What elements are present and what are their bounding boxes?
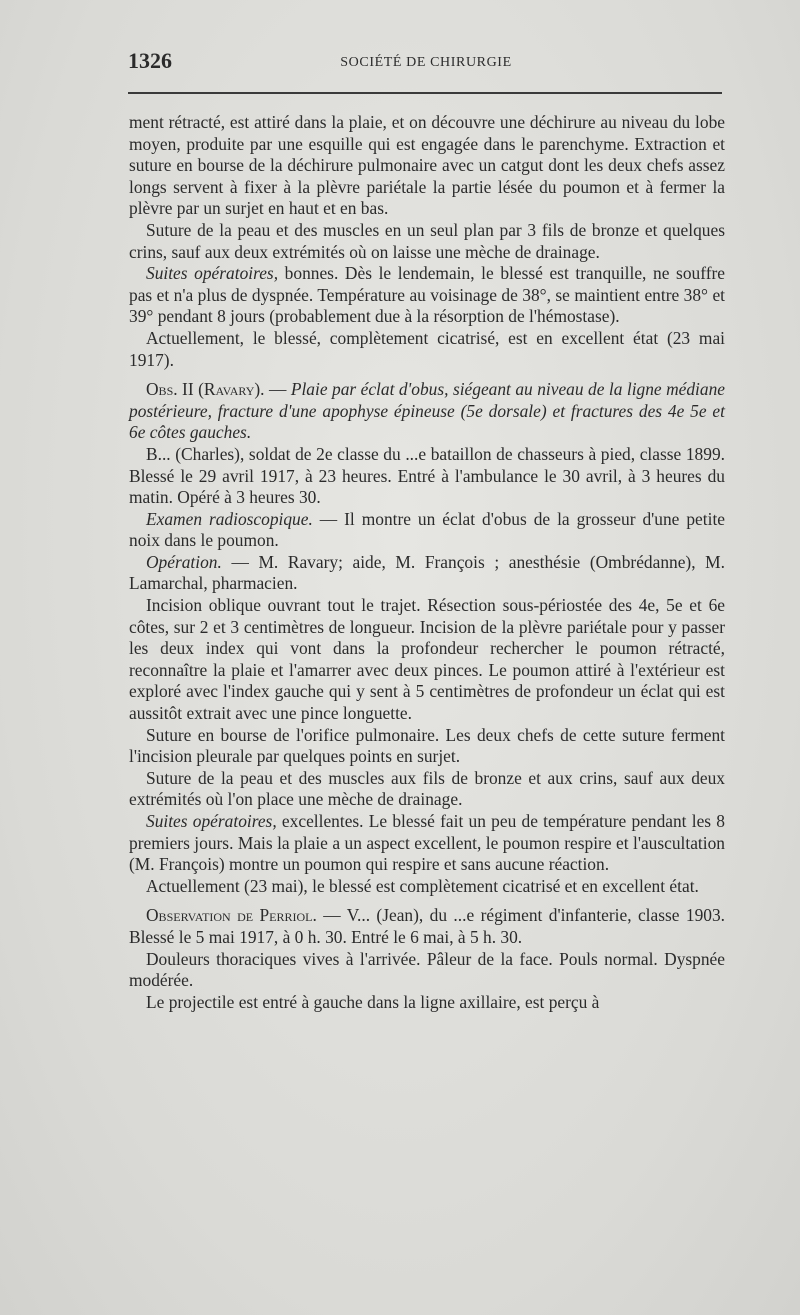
page-header [128,48,724,82]
paragraph: B... (Charles), soldat de 2e classe du ...e bataillon de chasseurs à pied, classe 1899. Blessé le 29 avril 1917, à 23 heures. Entré à l'ambulance le 30 avril, à 3 heures du matin. Opéré à 3 heures 30. [129,443,725,508]
paragraph: Le projectile est entré à gauche dans la ligne axillaire, est perçu à [146,991,600,1012]
paragraph: Suture de la peau et des muscles en un seul plan par 3 fils de bronze et quelques crins, sauf aux deux extrémités où on laisse une mèche de drainage. [129,219,725,262]
observation-title: Plaie par éclat d'obus, siégeant au niveau de la ligne médiane postérieure, fracture d'une apophyse épineuse (5e dorsale) et fractures des 4e 5e et 6e côtes gauches. [129,379,726,443]
paragraph: Actuellement (23 mai), le blessé est complètement cicatrisé et en excellent état. [146,875,699,896]
section-label: Opération. [146,551,222,572]
paragraph: ment rétracté, est attiré dans la plaie, et on découvre une déchirure au niveau du lobe moyen, produite par une esquille qui est engagée dans le parenchyme. Extraction et suture en bourse de la déchirure pulmonaire avec un catgut dont les deux chefs assez longs servent à fixer à la plèvre pariétale la partie lésée du poumon et à fermer la plèvre par un surjet en haut et en bas. [129,112,725,219]
paragraph-text: — V... (Jean), du ...e régiment d'infanterie, classe 1903. Blessé le 5 mai 1917, à 0 h. 30. Entré le 6 mai, à 5 h. 30. [129,905,725,947]
body-text [129,112,725,1013]
section-label: Suites opératoires, [146,263,279,284]
paragraph: Suture de la peau et des muscles aux fils de bronze et aux crins, sauf aux deux extrémités où l'on place une mèche de drainage. [129,767,725,810]
paragraph-text: bonnes. Dès le lendemain, le blessé est tranquille, ne souffre pas et n'a plus de dyspnée. Température au voisinage de 38°, se maintient entre 38° et 39° pendant 8 jours (probablement due à la résorption de l'hémostase). [129,263,725,327]
observation-label: Obs. II (Ravary). [146,379,265,400]
observation-paragraph [129,905,725,948]
section-label: Suites opératoires, [146,811,277,831]
observation-dash: — [264,379,291,400]
paragraph [129,811,725,876]
paragraph-text: — M. Ravary; aide, M. François ; anesthésie (Ombrédanne), M. Lamarchal, pharmacien. [129,551,725,594]
paragraph: Incision oblique ouvrant tout le trajet. Résection sous-périostée des 4e, 5e et 6e côtes, sur 2 et 3 centimètres de longueur. Incision de la plèvre pariétale pour y passer les deux index qui vont dans la profondeur rechercher le poumon rétracté, reconnaître la plaie et l'amarrer avec deux pinces. Le poumon attiré à l'extérieur est exploré avec l'index gauche qui y sent à 5 centimètres de profondeur un éclat qui est aussitôt extrait avec une pince longuette. [129,595,725,724]
paragraph: Douleurs thoraciques vives à l'arrivée. Pâleur de la face. Pouls normal. Dyspnée modérée. [129,948,725,991]
page-number: 1326 [128,48,172,73]
paragraph: Suture en bourse de l'orifice pulmonaire. Les deux chefs de cette suture ferment l'incision pleurale par quelques points en surjet. [129,724,725,767]
paragraph [129,552,725,595]
paragraph: Actuellement, le blessé, complètement cicatrisé, est en excellent état (23 mai 1917). [129,327,725,370]
paragraph-text: — Il montre un éclat d'obus de la grosseur d'une petite noix dans le poumon. [129,508,725,551]
observation-heading [129,379,725,444]
observation-label: Observation de Perriol. [146,905,317,926]
paragraph-text: excellentes. Le blessé fait un peu de température pendant les 8 premiers jours. Mais la plaie a un aspect excellent, le poumon respire et l'auscultation (M. François) montre un poumon qui respire et sans aucune réaction. [129,811,726,875]
section-label: Examen radioscopique. [146,508,313,529]
header-rule [128,92,722,94]
paragraph [129,509,725,552]
paragraph [129,263,725,328]
running-title: SOCIÉTÉ DE CHIRURGIE [340,55,512,70]
